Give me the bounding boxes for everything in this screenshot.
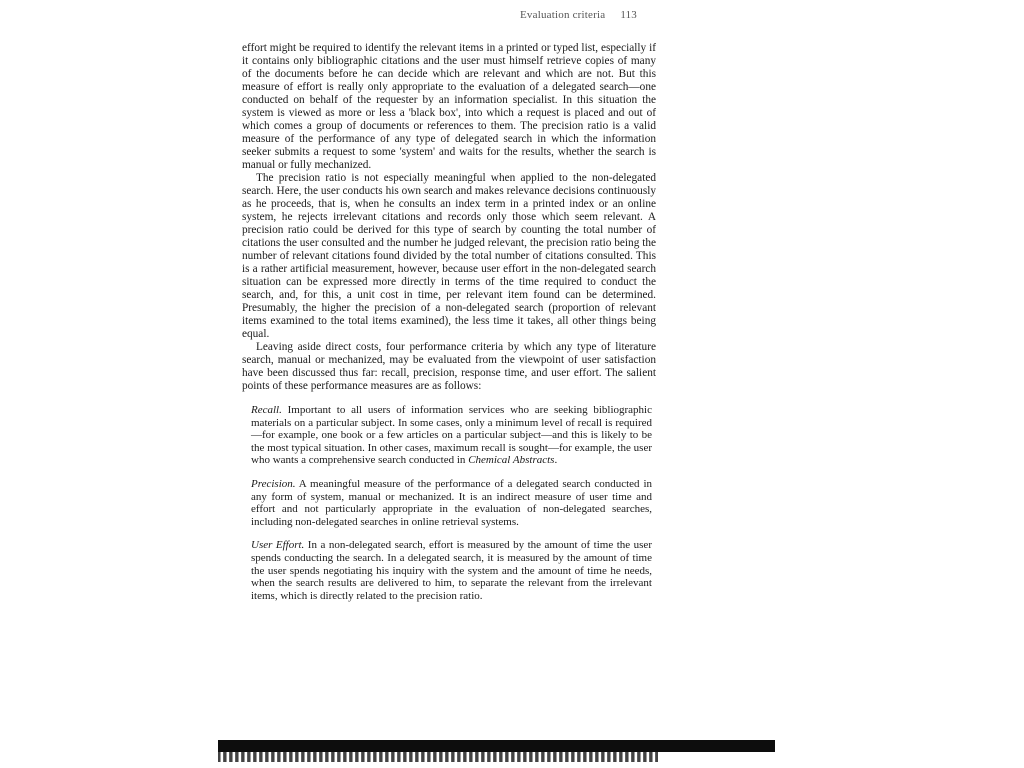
paragraph-precision-ratio: The precision ratio is not especially meaningful when applied to the non-delegated search. Here, the user conducts his own search and makes relevance decisions continuously as he proceeds, that is, when he consults an index term in a printed index or an online system, he rejects irrelevant citations and records only those which seem relevant. A precision ratio could be derived for this type of search by counting the total number of citations the user consulted and the number he judged relevant, the precision ratio being the number of relevant citations found divided by the total number of citations consulted. This is a rather artificial measurement, however, because user effort in the non-delegated search situation can be expressed more directly in terms of the time required to conduct the search, and, for this, a unit cost in time, per relevant item found can be determined. Presumably, the higher the precision of a non-delegated search (proportion of relevant items examined to the total items examined), the less time it takes, all other things being equal. [242,172,656,340]
criteria-term: Precision. [251,477,296,490]
criteria-citation: Chemical Abstracts [468,454,555,467]
paragraph-continued: effort might be required to identify the relevant items in a printed or typed list, especially if it contains only bibliographic citations and the user must himself retrieve copies of many of the documents before he can decide which are relevant and which are not. But this measure of effort is really only appropriate to the evaluation of a delegated search—one conducted on behalf of the requester by an information specialist. In this situation the system is viewed as more or less a 'black box', into which a request is placed and out of which comes a group of documents or references to them. The precision ratio is a valid measure of the performance of any type of delegated search in which the information seeker submits a request to some 'system' and waits for the results, whether the search is manual or fully mechanized. [242,42,656,171]
body-text [242,42,656,613]
page-number: 113 [620,9,638,21]
criteria-text-end: . [554,454,558,467]
criteria-text: A meaningful measure of the performance of a delegated search conducted in any form of system, manual or mechanized. It is an indirect measure of user time and effort and not particularly appropriate in the evaluation of non-delegated searches, including non-delegated searches in online retrieval systems. [251,477,652,528]
scan-edge-artifact [218,740,775,752]
criteria-item-recall [251,404,652,467]
criteria-term: User Effort. [251,539,305,552]
criteria-term: Recall. [251,404,282,416]
scan-noise-artifact [218,752,658,762]
paragraph-performance-criteria: Leaving aside direct costs, four performance criteria by which any type of literature search, manual or mechanized, may be evaluated from the viewpoint of user satisfaction have been discussed thus far: recall, precision, response time, and user effort. The salient points of these performance measures are as follows: [242,341,656,392]
running-head [520,9,660,21]
criteria-list [242,404,656,602]
running-head-title: Evaluation criteria [520,9,606,21]
criteria-text: In a non-delegated search, effort is measured by the amount of time the user spends conducting the search. In a delegated search, it is measured by the amount of time the user spends negotiating his inquiry with the system and the amount of time he needs, when the search results are delivered to him, to separate the relevant from the irrelevant items, which is directly related to the precision ratio. [251,539,652,602]
criteria-text: Important to all users of information services who are seeking bibliographic materials on a particular subject. In some cases, only a minimum level of recall is required—for example, one book or a few articles on a particular subject—and this is likely to be the most typical situation. In other cases, maximum recall is sought—for example, the user who wants a comprehensive search conducted in [251,404,652,467]
criteria-item-precision [251,478,652,528]
criteria-item-user-effort [251,539,652,602]
